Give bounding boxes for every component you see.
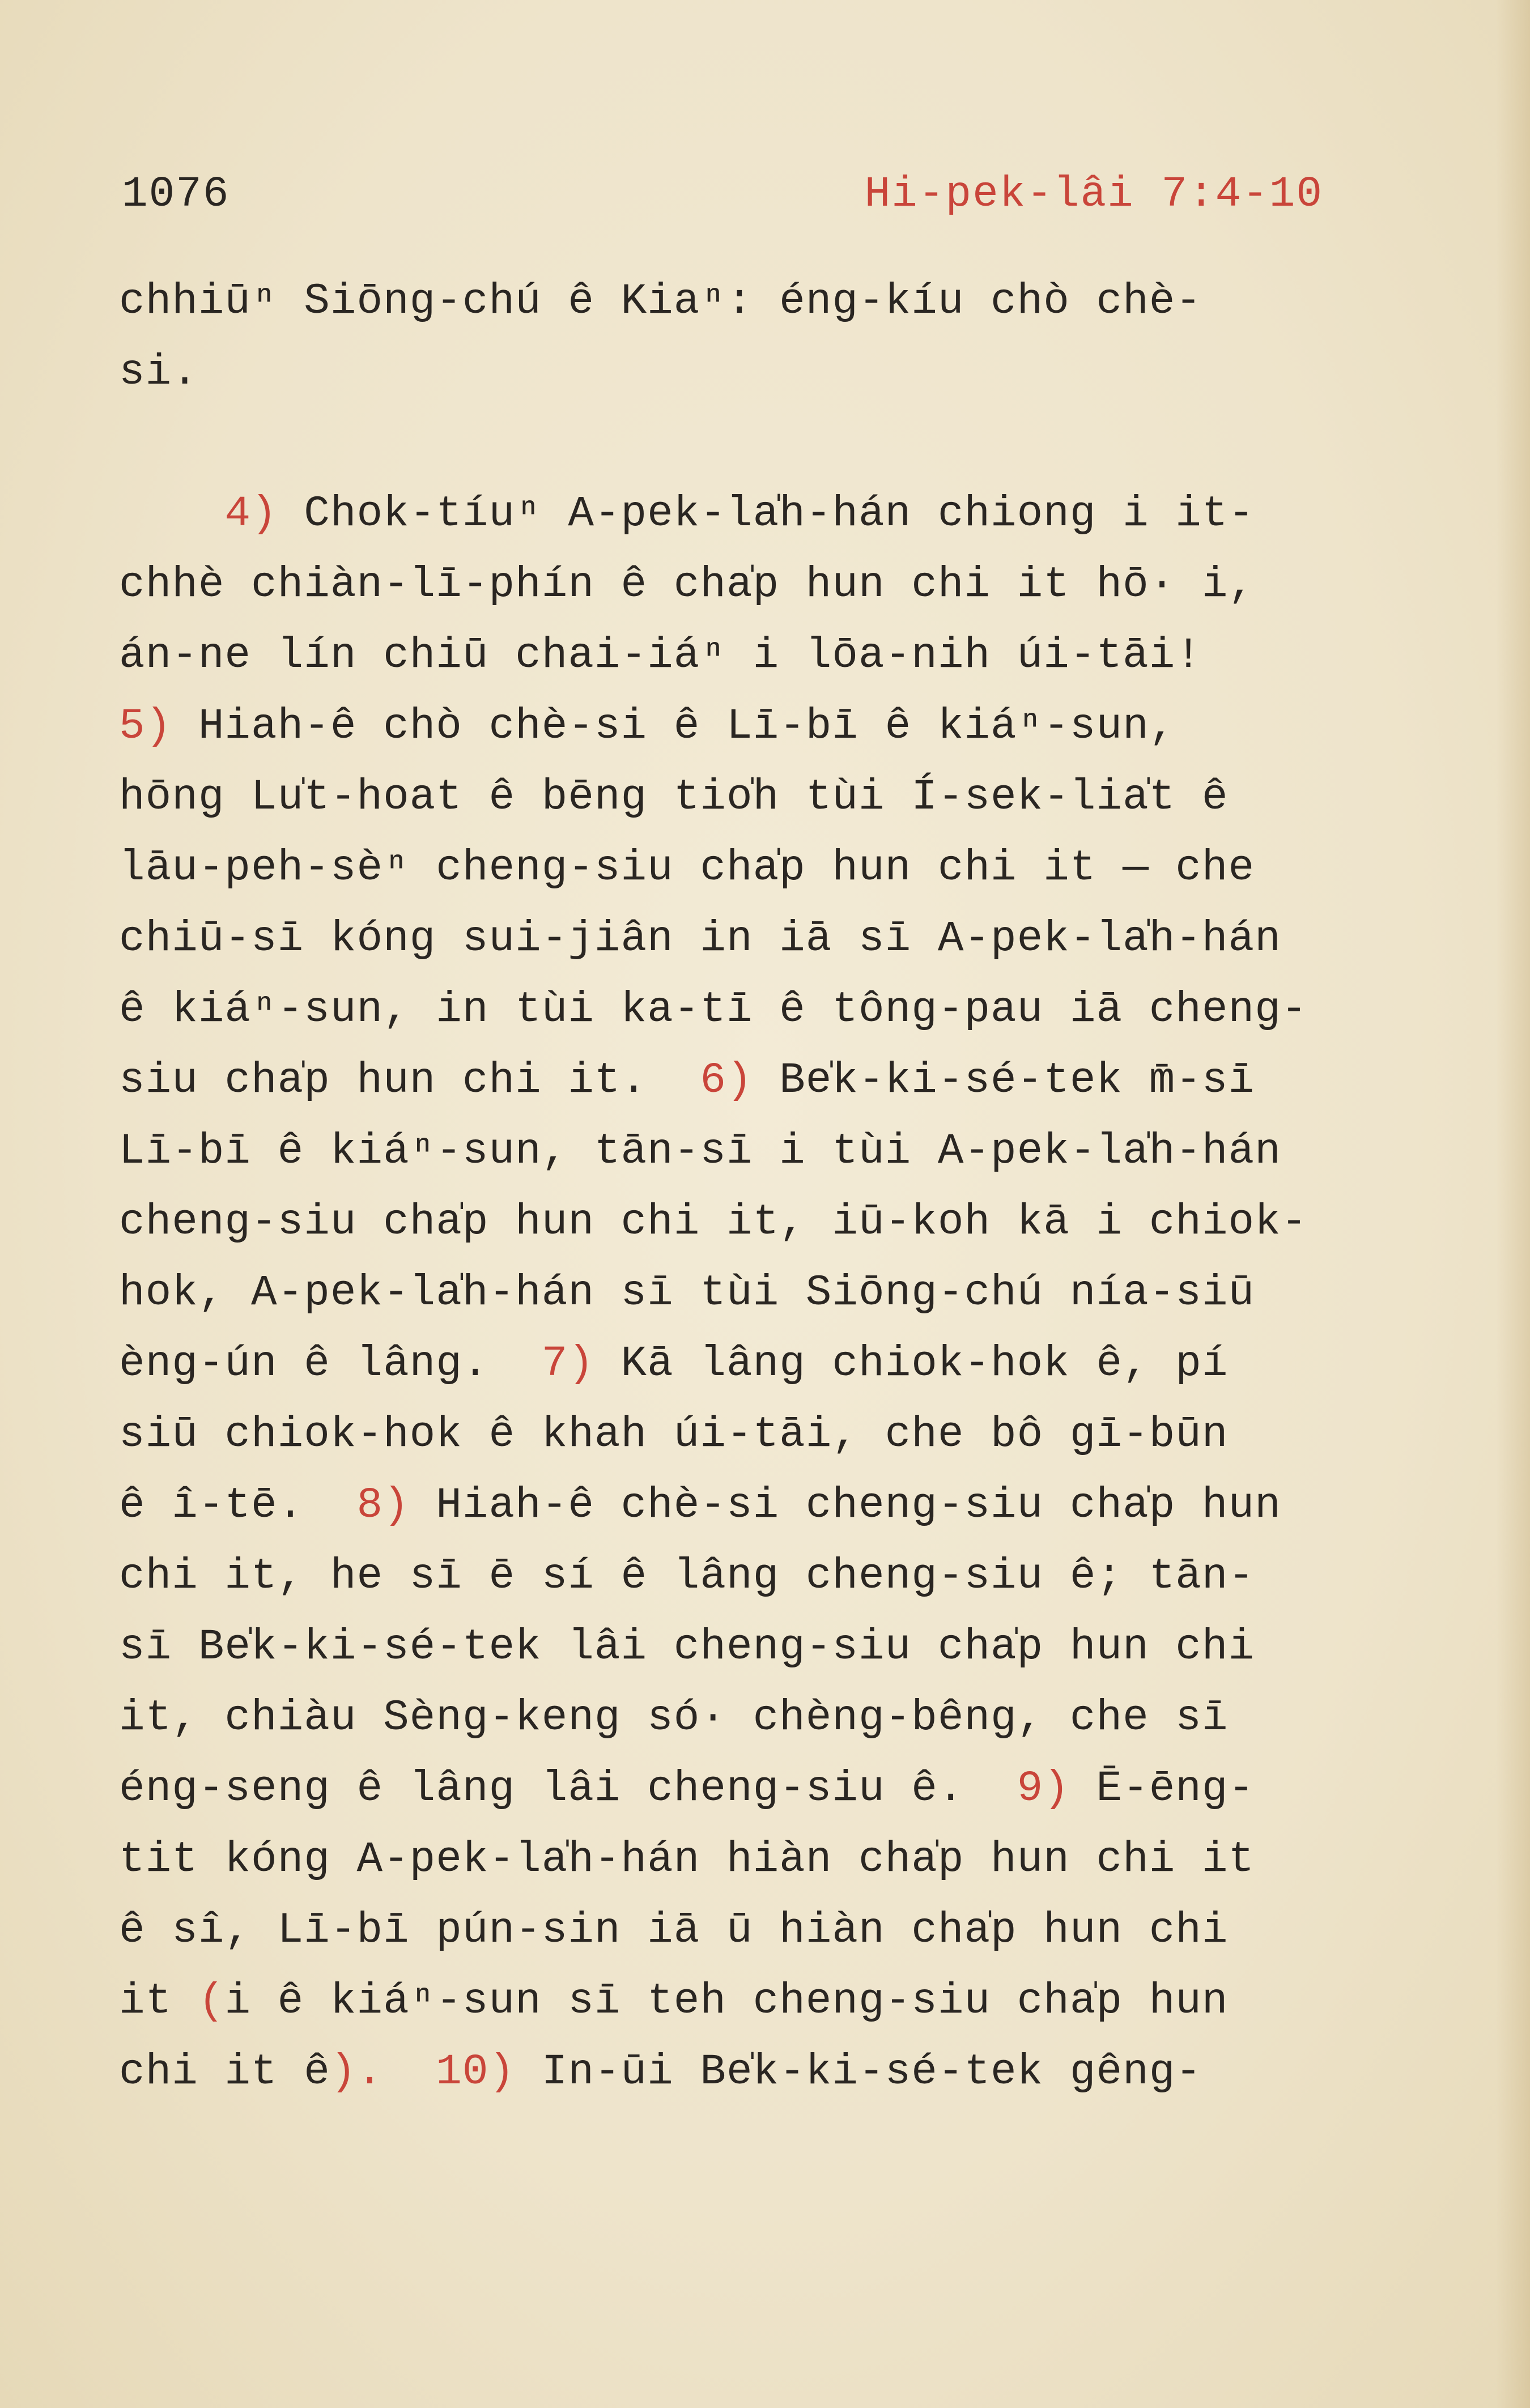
running-head: Hi-pek-lâi 7:4-10 [864,170,1323,219]
line-text: tit kóng A-pek-la̍h-hán hiàn cha̍p hun chi it [119,1835,1255,1884]
text-line [119,904,1326,975]
line-text: chi it ê [119,2048,330,2096]
text-line [119,1329,1326,1399]
text-line [119,833,1326,904]
line-text: ê kiáⁿ-sun, in tùi ka-tī ê tông-pau iā cheng- [119,985,1308,1034]
line-text: i ê kiáⁿ-sun sī teh cheng-siu cha̍p hun [224,1977,1229,2026]
verse-number: 4) [224,490,278,538]
verse-number: ( [198,1977,225,2026]
line-text: chhiūⁿ Siōng-chú ê Kiaⁿ: éng-kíu chò chè- [119,277,1202,326]
line-text: Hiah-ê chò chè-si ê Lī-bī ê kiáⁿ-sun, [172,702,1176,751]
page-number: 1076 [122,170,230,219]
line-text: Kā lâng chiok-hok ê, pí [594,1339,1229,1388]
text-line [119,266,1326,337]
text-line [119,762,1326,833]
line-text: éng-seng ê lâng lâi cheng-siu ê. [119,1764,1017,1813]
verse-number: ). [330,2048,384,2096]
line-text: Chok-tíuⁿ A-pek-la̍h-hán chiong i it- [277,490,1255,538]
line-text: In-ūi Be̍k-ki-sé-tek gêng- [515,2048,1202,2096]
text-line [119,1541,1326,1612]
text-line [119,2037,1326,2108]
text-line [119,1824,1326,1895]
page-edge-shadow [1496,0,1530,2408]
text-line [119,1116,1326,1187]
body-text [119,266,1326,2108]
line-text: siu cha̍p hun chi it. [119,1056,700,1105]
verse-number: 5) [119,702,172,751]
line-text: siū chiok-hok ê khah úi-tāi, che bô gī-būn [119,1410,1229,1459]
page-header [122,170,1323,227]
verse-number: 6) [700,1056,753,1105]
line-text: chiū-sī kóng sui-jiân in iā sī A-pek-la̍h-hán [119,914,1281,963]
text-line [119,1258,1326,1329]
line-text: ê sî, Lī-bī pún-sin iā ū hiàn cha̍p hun chi [119,1906,1229,1955]
line-text: hōng Lu̍t-hoat ê bēng tio̍h tùi Í-sek-lia̍t ê [119,773,1229,822]
text-line [119,550,1326,620]
line-text: ê î-tē. [119,1481,357,1530]
text-line [119,1966,1326,2037]
line-text: cheng-siu cha̍p hun chi it, iū-koh kā i chiok- [119,1198,1308,1246]
line-text: it [119,1977,198,2026]
line-text: Hiah-ê chè-si cheng-siu cha̍p hun [409,1481,1281,1530]
line-text: án-ne lín chiū chai-iáⁿ i lōa-nih úi-tāi! [119,631,1202,680]
text-line [119,691,1326,762]
line-text: si. [119,348,198,397]
line-text: Ē-ēng- [1069,1764,1255,1813]
paragraph-gap [119,408,1326,479]
verse-number: 9) [1017,1764,1070,1813]
line-text [383,2048,436,2096]
text-line [119,1754,1326,1824]
verse-number: 7) [541,1339,594,1388]
line-text: lāu-peh-sèⁿ cheng-siu cha̍p hun chi it — che [119,844,1255,892]
text-line [119,337,1326,408]
verse-number: 8) [356,1481,410,1530]
text-line [119,1612,1326,1683]
text-line [119,479,1326,550]
text-line [119,1895,1326,1966]
line-text: hok, A-pek-la̍h-hán sī tùi Siōng-chú nía-siū [119,1269,1255,1317]
line-text: chi it, he sī ē sí ê lâng cheng-siu ê; tān- [119,1552,1255,1601]
text-line [119,1045,1326,1116]
verse-number: 10) [436,2048,516,2096]
line-text [119,490,224,538]
text-line [119,1399,1326,1470]
text-line [119,975,1326,1045]
text-line [119,620,1326,691]
text-line [119,1187,1326,1258]
line-text: èng-ún ê lâng. [119,1339,542,1388]
line-text: Lī-bī ê kiáⁿ-sun, tān-sī i tùi A-pek-la̍h-hán [119,1127,1281,1176]
text-line [119,1470,1326,1541]
line-text: chhè chiàn-lī-phín ê cha̍p hun chi it hō· i, [119,560,1255,609]
text-line [119,1683,1326,1754]
line-text: Be̍k-ki-sé-tek m̄-sī [753,1056,1255,1105]
line-text: it, chiàu Sèng-keng só· chèng-bêng, che sī [119,1694,1229,1742]
line-text: sī Be̍k-ki-sé-tek lâi cheng-siu cha̍p hun chi [119,1623,1255,1671]
